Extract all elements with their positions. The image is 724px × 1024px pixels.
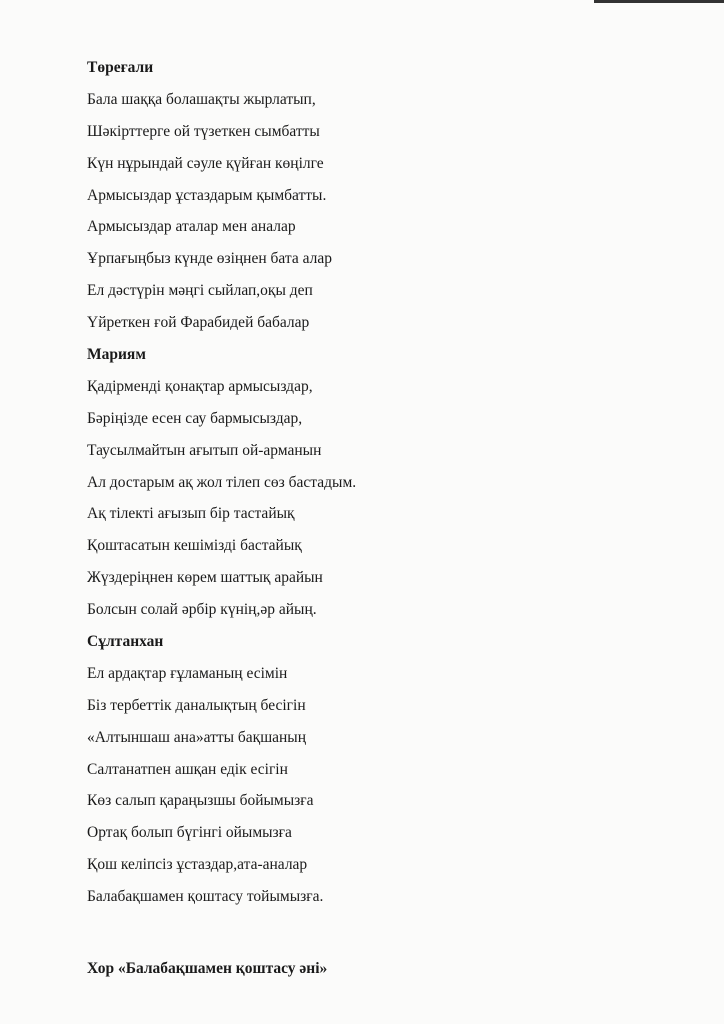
verse-line: Бала шаққа болашақты жырлатып, — [87, 90, 316, 108]
verse-line: Жүздеріңнен көрем шаттық арайын — [87, 569, 323, 587]
verse-line: Көз салып қараңызшы бойымызға — [87, 792, 314, 810]
verse-line: Болсын солай әрбір күнің,әр айың. — [87, 601, 317, 619]
stanza-sultankhan — [87, 632, 667, 907]
verse-line: Ел ардақтар ғұламаның есімін — [87, 664, 288, 682]
chorus-heading: Хор «Балабақшамен қоштасу әні» — [87, 960, 328, 978]
verse-line: Ақ тілекті ағызып бір тастайық — [87, 505, 295, 523]
scan-edge-mark — [594, 0, 724, 3]
speaker-name: Сұлтанхан — [87, 633, 164, 651]
verse-line: Бәріңізде есен сау бармысыздар, — [87, 409, 303, 427]
verse-line: Ұрпағыңбыз күнде өзіңнен бата алар — [87, 250, 332, 268]
speaker-name: Төреғали — [87, 59, 154, 76]
spacer — [87, 919, 667, 959]
verse-line: Салтанатпен ашқан едік есігін — [87, 760, 288, 778]
verse-line: Ал достарым ақ жол тілеп сөз бастадым. — [87, 473, 357, 491]
verse-line: Таусылмайтын ағытып ой-арманын — [87, 441, 322, 459]
verse-line: Біз тербеттік даналықтың бесігін — [87, 696, 306, 714]
stanza-mariyam — [87, 345, 667, 620]
stanza-toregali — [87, 58, 667, 333]
verse-line: Күн нұрындай сәуле қүйған көңілге — [87, 154, 324, 172]
verse-line: Ел дәстүрін мәңгі сыйлап,оқы деп — [87, 282, 313, 300]
verse-line: Қадірменді қонақтар армысыздар, — [87, 377, 313, 395]
verse-line: Үйреткен ғой Фарабидей бабалар — [87, 314, 310, 332]
verse-line: «Алтыншаш ана»атты бақшаның — [87, 728, 307, 746]
speaker-name: Мариям — [87, 346, 146, 364]
document-page — [87, 58, 667, 979]
verse-line: Қош келіпсіз ұстаздар,ата-аналар — [87, 856, 308, 874]
verse-line: Ортақ болып бүгінгі ойымызға — [87, 824, 292, 842]
verse-line: Қоштасатын кешімізді бастайық — [87, 537, 302, 555]
verse-line: Шәкірттерге ой түзеткен сымбатты — [87, 122, 320, 140]
verse-line: Армысыздар ұстаздарым қымбатты. — [87, 186, 327, 204]
verse-line: Армысыздар аталар мен аналар — [87, 218, 296, 236]
verse-line: Балабақшамен қоштасу тойымызға. — [87, 888, 324, 906]
